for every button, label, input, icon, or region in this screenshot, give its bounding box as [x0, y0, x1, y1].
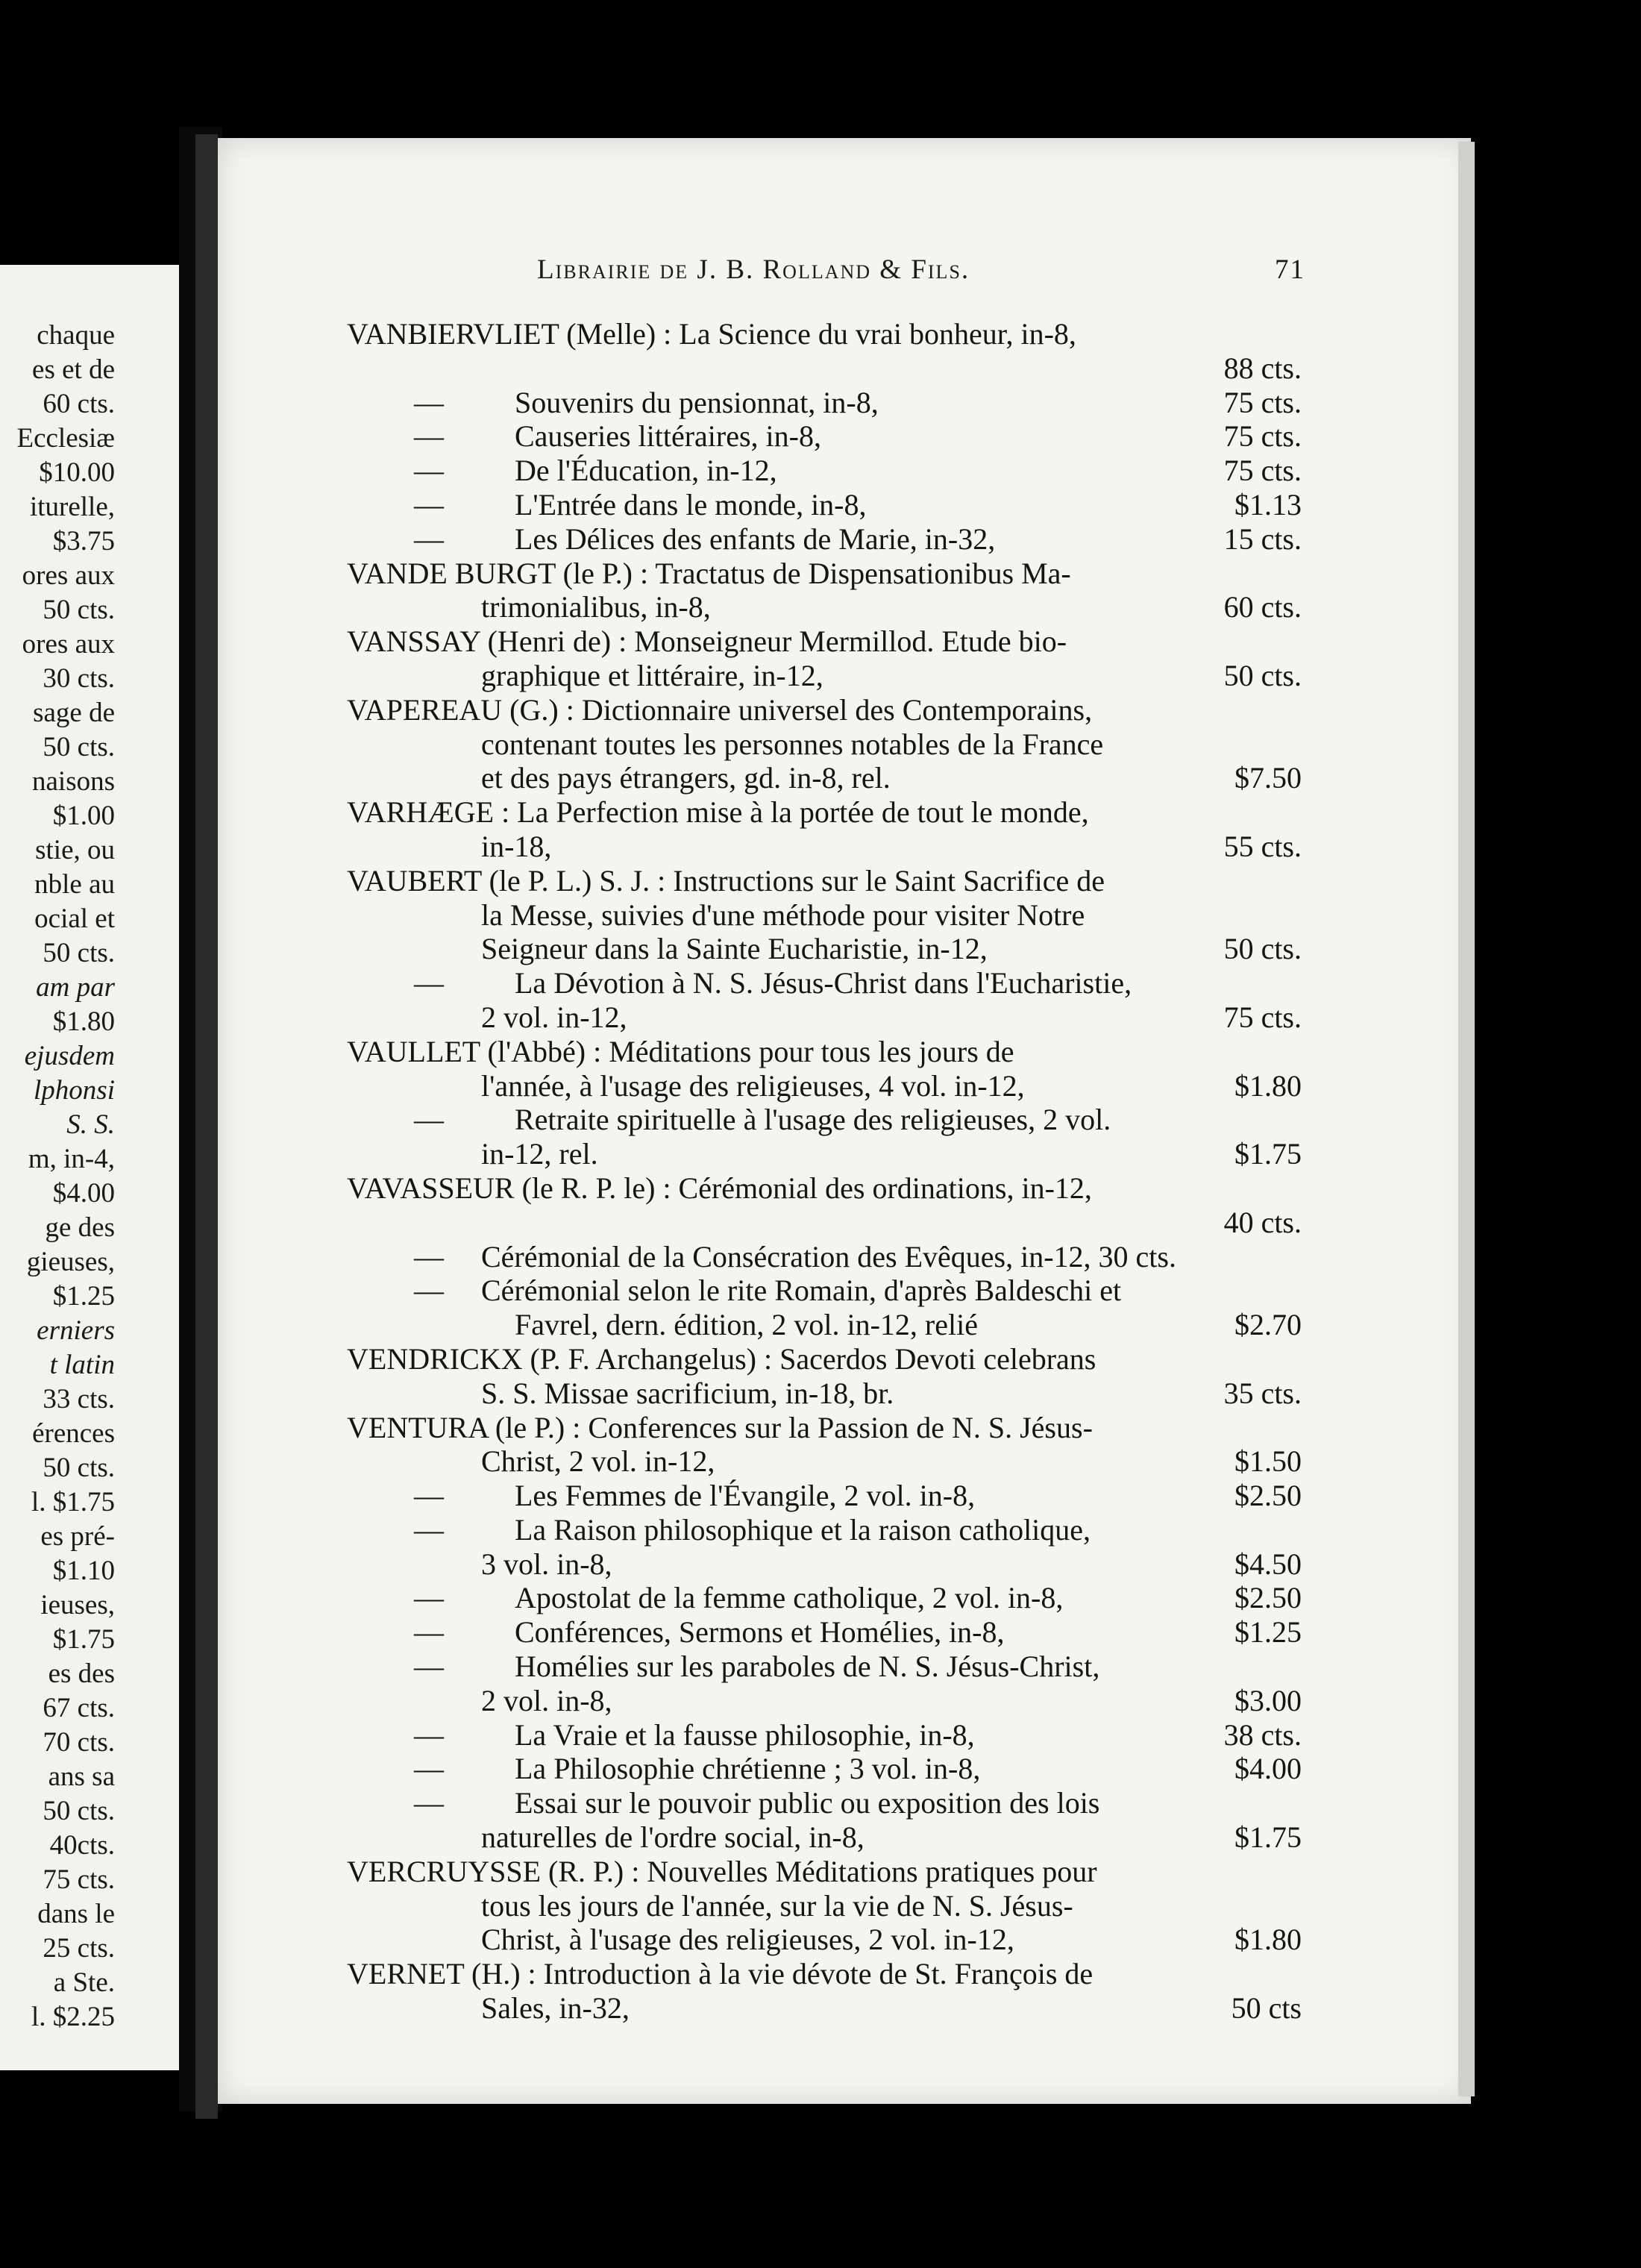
left-page-line: 50 cts. — [43, 595, 115, 625]
left-page-line: $1.25 — [52, 1281, 115, 1312]
entry-text: 3 vol. in-8, — [481, 1547, 612, 1581]
catalogue-entry-line — [347, 1479, 1302, 1513]
entry-price: $4.50 — [1234, 1547, 1302, 1581]
left-page-line: $1.10 — [52, 1556, 115, 1586]
left-page-line: erniers — [37, 1315, 115, 1346]
entry-text: Favrel, dern. édition, 2 vol. in-12, relié — [515, 1308, 978, 1342]
catalogue-entry-line — [347, 932, 1302, 966]
entry-price: $2.50 — [1234, 1581, 1302, 1615]
entry-text: tous les jours de l'année, sur la vie de N. S. Jésus- — [481, 1888, 1073, 1923]
page-number: 71 — [1275, 254, 1305, 285]
entry-text: Cérémonial de la Consécration des Evêques, in-12, 30 cts. — [481, 1239, 1176, 1274]
catalogue-entry-line — [347, 1615, 1302, 1650]
left-page-line: 33 cts. — [43, 1384, 115, 1415]
catalogue-entry-line — [347, 386, 1302, 420]
catalogue-entry-line — [347, 419, 1302, 454]
catalogue-entry-heading — [347, 1035, 1302, 1069]
entry-text: La Raison philosophique et la raison catholique, — [515, 1512, 1091, 1547]
left-page-line: sage de — [33, 698, 115, 728]
catalogue-entry-line — [347, 1786, 1302, 1820]
left-page-line: es pré- — [40, 1521, 115, 1552]
entry-text: 2 vol. in-12, — [481, 1000, 627, 1034]
ditto-dash: — — [414, 1615, 444, 1650]
entry-price: 50 cts — [1231, 1991, 1302, 2026]
entry-text: in-18, — [481, 829, 552, 863]
catalogue-entry-line — [347, 659, 1302, 693]
entry-text: S. S. Missae sacrificium, in-18, br. — [481, 1376, 894, 1410]
entry-price: $1.75 — [1234, 1820, 1302, 1855]
entry-text: graphique et littéraire, in-12, — [481, 658, 823, 692]
ditto-dash: — — [414, 1786, 444, 1820]
entry-text: VERNET (H.) : Introduction à la vie dévote de St. François de — [347, 1957, 1094, 1991]
left-page-line: 75 cts. — [43, 1864, 115, 1895]
left-page-line: 70 cts. — [43, 1727, 115, 1758]
catalogue-entries — [347, 317, 1302, 2026]
entry-text: Les Femmes de l'Évangile, 2 vol. in-8, — [515, 1479, 976, 1513]
left-page-line: es des — [48, 1658, 115, 1689]
entry-text: La Vraie et la fausse philosophie, in-8, — [515, 1717, 975, 1752]
left-page-line: am par — [36, 972, 115, 1003]
left-page-line: $10.00 — [39, 457, 115, 488]
page-edge-shadow — [1458, 142, 1475, 2096]
entry-price: $2.70 — [1234, 1308, 1302, 1342]
entry-price: $1.80 — [1234, 1923, 1302, 1957]
entry-text: VANDE BURGT (le P.) : Tractatus de Dispensationibus Ma- — [347, 556, 1071, 590]
left-page-line: 67 cts. — [43, 1693, 115, 1723]
catalogue-entry-heading — [347, 624, 1302, 659]
left-page-line: $1.75 — [52, 1624, 115, 1655]
catalogue-entry-heading — [347, 795, 1302, 830]
entry-text: VENDRICKX (P. F. Archangelus) : Sacerdos Devoti celebrans — [347, 1341, 1096, 1376]
catalogue-entry-line — [347, 1000, 1302, 1035]
left-page-line: érences — [32, 1418, 115, 1449]
entry-text: L'Entrée dans le monde, in-8, — [515, 487, 867, 521]
entry-text: Sales, in-32, — [481, 1991, 630, 2026]
left-page-line: naisons — [32, 766, 115, 797]
catalogue-entry-heading — [347, 1342, 1302, 1376]
entry-text: Retraite spirituelle à l'usage des religieuses, 2 vol. — [515, 1103, 1111, 1137]
entry-text: Seigneur dans la Sainte Eucharistie, in-12, — [481, 932, 988, 966]
left-page-line: ores aux — [22, 629, 115, 660]
ditto-dash: — — [414, 454, 444, 488]
catalogue-entry-line — [347, 1069, 1302, 1103]
catalogue-entry-line — [347, 1308, 1302, 1342]
left-page-line: 50 cts. — [43, 732, 115, 762]
catalogue-entry-heading — [347, 693, 1302, 727]
left-page-line: 50 cts. — [43, 1453, 115, 1483]
left-page-line: ocial et — [34, 903, 115, 934]
entry-price: $1.25 — [1234, 1615, 1302, 1650]
entry-text: Essai sur le pouvoir public ou exposition des lois — [515, 1786, 1100, 1820]
entry-price: $4.00 — [1234, 1752, 1302, 1786]
catalogue-entry-line — [347, 1547, 1302, 1582]
ditto-dash: — — [414, 1239, 444, 1274]
entry-text: Homélies sur les paraboles de N. S. Jésus-Christ, — [515, 1650, 1100, 1684]
ditto-dash: — — [414, 1581, 444, 1615]
entry-price: 88 cts. — [1223, 351, 1302, 385]
catalogue-entry-line — [347, 1752, 1302, 1786]
entry-text: Causeries littéraires, in-8, — [515, 419, 821, 454]
catalogue-entry-line — [347, 522, 1302, 557]
catalogue-entry-line — [347, 1820, 1302, 1855]
entry-text: in-12, rel. — [481, 1137, 598, 1171]
catalogue-entry-line — [347, 1513, 1302, 1547]
entry-text: La Dévotion à N. S. Jésus-Christ dans l'Eucharistie, — [515, 966, 1132, 1000]
left-page-line: lphonsi — [34, 1075, 115, 1106]
entry-text: Conférences, Sermons et Homélies, in-8, — [515, 1615, 1005, 1650]
ditto-dash: — — [414, 487, 444, 521]
entry-text: contenant toutes les personnes notables de la France — [481, 727, 1104, 761]
left-page-line: 50 cts. — [43, 1796, 115, 1826]
entry-text: Apostolat de la femme catholique, 2 vol. in-8, — [515, 1581, 1064, 1615]
entry-price: 50 cts. — [1223, 658, 1302, 692]
catalogue-entry-line — [347, 1274, 1302, 1308]
left-page-line: Ecclesiæ — [16, 423, 115, 454]
entry-text: trimonialibus, in-8, — [481, 590, 711, 624]
left-page-line: 60 cts. — [43, 389, 115, 419]
entry-text: VENTURA (le P.) : Conferences sur la Passion de N. S. Jésus- — [347, 1410, 1093, 1444]
left-page-line: 40cts. — [49, 1830, 115, 1861]
catalogue-entry-heading — [347, 317, 1302, 351]
catalogue-entry-line — [347, 727, 1302, 762]
ditto-dash: — — [414, 1103, 444, 1137]
left-page-line: es et de — [32, 354, 115, 385]
catalogue-entry-line — [347, 351, 1302, 386]
left-page-line: l. $1.75 — [31, 1487, 115, 1517]
header-title: Librairie de J. B. Rolland & Fils. — [537, 254, 970, 285]
left-page-line: S. S. — [66, 1109, 115, 1140]
entry-text: Cérémonial selon le rite Romain, d'après Baldeschi et — [481, 1274, 1122, 1308]
left-page-line: ans sa — [48, 1761, 115, 1792]
left-page-line: stie, ou — [35, 835, 115, 865]
left-page-line: ieuses, — [40, 1590, 115, 1620]
left-page-line: chaque — [37, 320, 115, 351]
entry-price: 60 cts. — [1223, 590, 1302, 624]
catalogue-entry-heading — [347, 1171, 1302, 1206]
catalogue-entry-line — [347, 830, 1302, 864]
entry-text: VANSSAY (Henri de) : Monseigneur Mermillod. Etude bio- — [347, 624, 1067, 659]
ditto-dash: — — [414, 1512, 444, 1547]
entry-text: la Messe, suivies d'une méthode pour visiter Notre — [481, 898, 1085, 932]
page-binding-edge — [195, 134, 218, 2119]
left-page-line: ejusdem — [24, 1041, 115, 1071]
entry-text: Les Délices des enfants de Marie, in-32, — [515, 521, 996, 556]
ditto-dash: — — [414, 419, 444, 454]
left-page-line: ge des — [45, 1212, 115, 1243]
catalogue-entry-line — [347, 1718, 1302, 1752]
entry-price: 75 cts. — [1223, 1000, 1302, 1034]
ditto-dash: — — [414, 1274, 444, 1308]
left-page-line: t latin — [49, 1350, 115, 1380]
entry-price: $3.00 — [1234, 1683, 1302, 1717]
entry-text: VAVASSEUR (le R. P. le) : Cérémonial des ordinations, in-12, — [347, 1171, 1092, 1205]
catalogue-entry-line — [347, 1650, 1302, 1684]
entry-price: 15 cts. — [1223, 521, 1302, 556]
entry-text: naturelles de l'ordre social, in-8, — [481, 1820, 865, 1855]
catalogue-entry-line — [347, 1137, 1302, 1171]
entry-price: $1.50 — [1234, 1444, 1302, 1479]
ditto-dash: — — [414, 521, 444, 556]
entry-text: Souvenirs du pensionnat, in-8, — [515, 385, 879, 419]
left-page-line: 30 cts. — [43, 663, 115, 694]
entry-text: et des pays étrangers, gd. in-8, rel. — [481, 761, 891, 795]
entry-price: 35 cts. — [1223, 1376, 1302, 1410]
entry-text: VAPEREAU (G.) : Dictionnaire universel des Contemporains, — [347, 692, 1093, 727]
entry-text: VARHÆGE : La Perfection mise à la portée de tout le monde, — [347, 795, 1089, 830]
left-page-line: l. $2.25 — [31, 2002, 115, 2032]
entry-price: 38 cts. — [1223, 1717, 1302, 1752]
entry-text: Christ, à l'usage des religieuses, 2 vol. in-12, — [481, 1923, 1014, 1957]
catalogue-entry-heading — [347, 557, 1302, 591]
catalogue-entry-line — [347, 1240, 1302, 1274]
ditto-dash: — — [414, 966, 444, 1000]
catalogue-entry-line — [347, 761, 1302, 795]
entry-text: De l'Éducation, in-12, — [515, 454, 777, 488]
entry-text: Christ, 2 vol. in-12, — [481, 1444, 715, 1479]
catalogue-entry-line — [347, 1376, 1302, 1411]
catalogue-entry-heading — [347, 1957, 1302, 1991]
entry-price: 75 cts. — [1223, 419, 1302, 454]
catalogue-entry-line — [347, 1444, 1302, 1479]
left-page-line: $3.75 — [52, 526, 115, 557]
left-page-line: iturelle, — [29, 492, 115, 522]
entry-price: $7.50 — [1234, 761, 1302, 795]
catalogue-entry-line — [347, 1103, 1302, 1137]
catalogue-entry-line — [347, 454, 1302, 488]
catalogue-entry-heading — [347, 864, 1302, 898]
left-page-line: nble au — [34, 869, 115, 900]
entry-price: 75 cts. — [1223, 385, 1302, 419]
entry-price: $1.80 — [1234, 1068, 1302, 1103]
catalogue-entry-line — [347, 1581, 1302, 1615]
catalogue-entry-line — [347, 1684, 1302, 1718]
entry-text: VERCRUYSSE (R. P.) : Nouvelles Méditations pratiques pour — [347, 1854, 1097, 1888]
entry-text: VANBIERVLIET (Melle) : La Science du vrai bonheur, in-8, — [347, 317, 1076, 351]
left-page-line: $1.00 — [52, 801, 115, 831]
ditto-dash: — — [414, 1752, 444, 1786]
catalogue-entry-line — [347, 1206, 1302, 1240]
entry-text: 2 vol. in-8, — [481, 1683, 612, 1717]
catalogue-entry-line — [347, 1889, 1302, 1923]
catalogue-entry-line — [347, 1923, 1302, 1957]
catalogue-entry-line — [347, 898, 1302, 933]
left-page-line: gieuses, — [26, 1247, 115, 1277]
catalogue-entry-line — [347, 488, 1302, 522]
left-page-line: dans le — [37, 1899, 115, 1929]
catalogue-entry-heading — [347, 1855, 1302, 1889]
catalogue-entry-line — [347, 1991, 1302, 2026]
entry-price: $1.75 — [1234, 1137, 1302, 1171]
ditto-dash: — — [414, 385, 444, 419]
ditto-dash: — — [414, 1479, 444, 1513]
catalogue-entry-line — [347, 590, 1302, 624]
left-page-line: m, in-4, — [28, 1144, 115, 1174]
catalogue-entry-heading — [347, 1411, 1302, 1445]
ditto-dash: — — [414, 1717, 444, 1752]
entry-text: l'année, à l'usage des religieuses, 4 vol. in-12, — [481, 1068, 1025, 1103]
running-header — [537, 254, 1305, 289]
catalogue-entry-line — [347, 966, 1302, 1000]
entry-text: La Philosophie chrétienne ; 3 vol. in-8, — [515, 1752, 981, 1786]
entry-price: 55 cts. — [1223, 829, 1302, 863]
left-page-line: 25 cts. — [43, 1933, 115, 1964]
left-page-line: $1.80 — [52, 1006, 115, 1037]
entry-price: $2.50 — [1234, 1479, 1302, 1513]
entry-price: 75 cts. — [1223, 454, 1302, 488]
entry-price: $1.13 — [1234, 487, 1302, 521]
entry-price: 50 cts. — [1223, 932, 1302, 966]
left-page-line: 50 cts. — [43, 938, 115, 968]
entry-price: 40 cts. — [1223, 1205, 1302, 1239]
entry-text: VAUBERT (le P. L.) S. J. : Instructions sur le Saint Sacrifice de — [347, 863, 1105, 898]
ditto-dash: — — [414, 1650, 444, 1684]
left-page-fragment — [0, 265, 179, 2070]
left-page-line: ores aux — [22, 560, 115, 591]
entry-text: VAULLET (l'Abbé) : Méditations pour tous les jours de — [347, 1034, 1014, 1068]
left-page-line: a Ste. — [53, 1967, 115, 1998]
left-page-line: $4.00 — [52, 1178, 115, 1209]
